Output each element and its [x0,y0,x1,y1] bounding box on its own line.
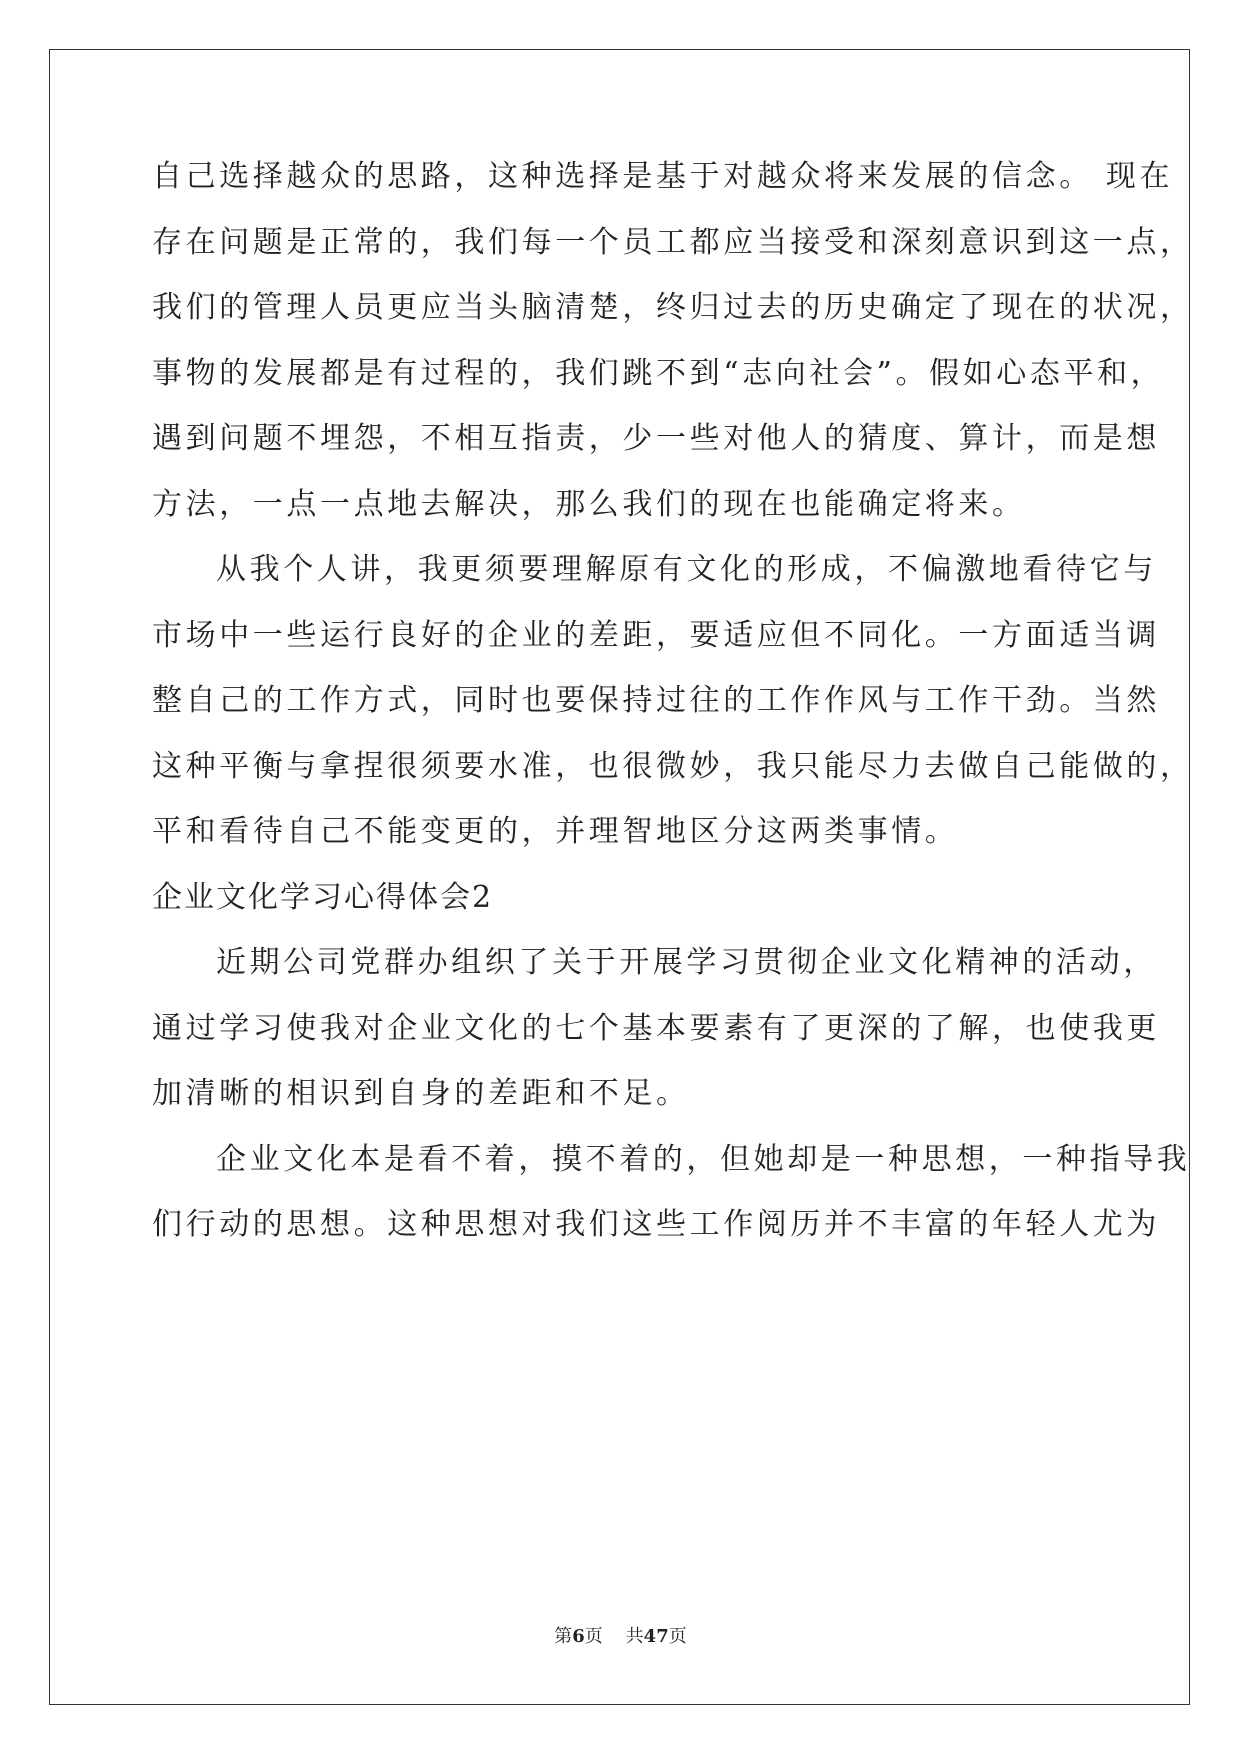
text-line: 们行动的思想。这种思想对我们这些工作阅历并不丰富的年轻人尤为 [152,1207,1160,1242]
text-line: 存在问题是正常的，我们每一个员工都应当接受和深刻意识到这一点， [152,224,1194,260]
paragraph [152,159,1194,555]
text-line: 我们的管理人员更应当头脑清楚，终归过去的历史确定了现在的状况， [152,290,1194,325]
page-number: 6 [572,1626,585,1647]
total-suffix: 页 [668,1626,687,1647]
document-body [152,159,1194,1276]
text-line: 市场中一些运行良好的企业的差距，要适应但不同化。一方面适当调 [152,617,1160,653]
total-prefix: 共 [625,1626,644,1647]
text-line: 方法，一点一点地去解决，那么我们的现在也能确定将来。 [152,486,1026,522]
text-line: 事物的发展都是有过程的，我们跳不到“志向社会”。假如心态平和， [152,355,1165,391]
page-prefix: 第 [554,1626,573,1647]
text-line: 企业文化本是看不着，摸不着的，但她却是一种思想，一种指导我 [216,1141,1191,1177]
section-heading: 企业文化学习心得体会2 [152,879,494,915]
page-suffix: 页 [584,1626,603,1647]
text-line: 整自己的工作方式，同时也要保持过往的工作作风与工作干劲。当然 [152,683,1160,718]
paragraph [152,1141,1191,1276]
text-line: 遇到问题不埋怨，不相互指责，少一些对他人的猜度、算计，而是想 [152,421,1160,456]
text-line: 这种平衡与拿捏很须要水准，也很微妙，我只能尽力去做自己能做的， [152,748,1194,784]
text-line: 加清晰的相识到自身的差距和不足。 [152,1076,690,1111]
paragraph [152,552,1194,883]
page-footer [0,1622,1241,1648]
paragraph [152,945,1160,1145]
text-line: 自己选择越众的思路，这种选择是基于对越众将来发展的信念。 现在 [152,159,1174,194]
text-line: 从我个人讲，我更须要理解原有文化的形成，不偏激地看待它与 [216,552,1157,587]
total-pages: 47 [643,1626,669,1647]
text-line: 平和看待自己不能变更的，并理智地区分这两类事情。 [152,814,959,849]
text-line: 近期公司党群办组织了关于开展学习贯彻企业文化精神的活动， [216,945,1157,980]
text-line: 通过学习使我对企业文化的七个基本要素有了更深的了解，也使我更 [152,1010,1160,1046]
